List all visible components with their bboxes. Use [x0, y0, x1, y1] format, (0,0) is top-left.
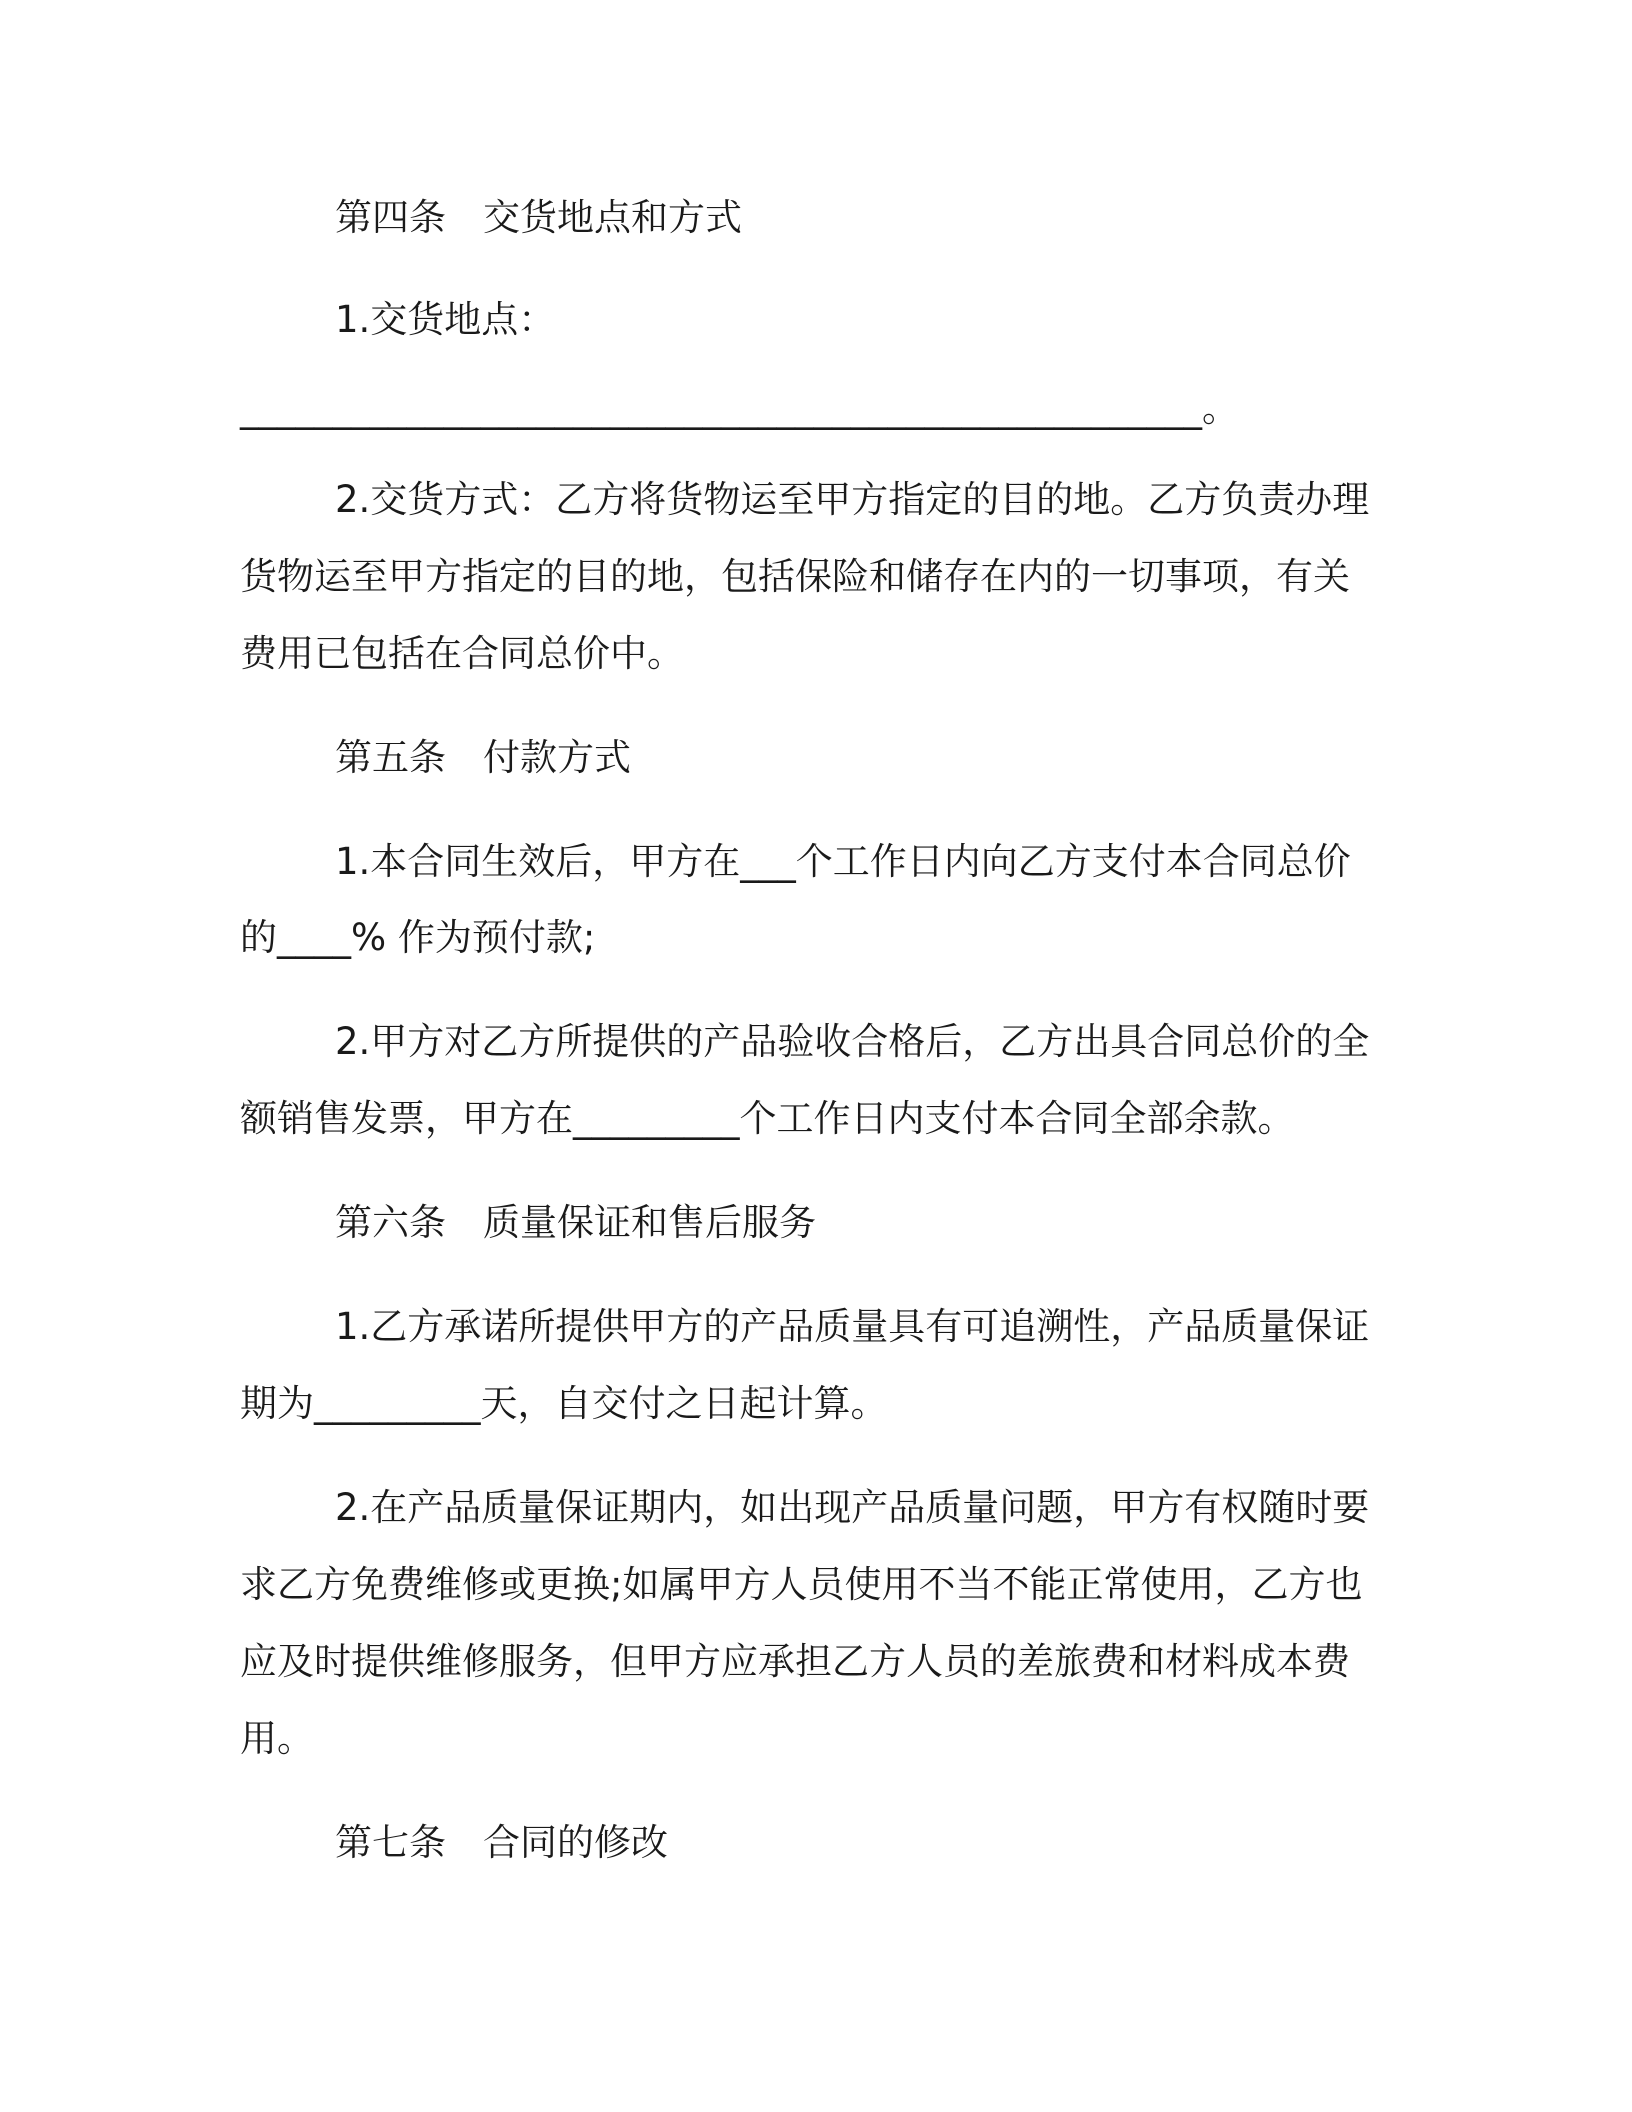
payment-clause-1-line-1: 1.本合同生效后，甲方在___个工作日内向乙方支付本合同总价: [335, 840, 1351, 883]
delivery-location-label: 1.交货地点：: [335, 298, 556, 341]
article-6-heading: 第六条 质量保证和售后服务: [335, 1201, 816, 1244]
warranty-clause-2-line-3: 应及时提供维修服务，但甲方应承担乙方人员的差旅费和材料成本费: [240, 1640, 1350, 1683]
warranty-clause-2-line-2: 求乙方免费维修或更换;如属甲方人员使用不当不能正常使用，乙方也: [240, 1563, 1363, 1606]
payment-clause-2-line-2: 额销售发票，甲方在_________个工作日内支付本合同全部余款。: [240, 1097, 1295, 1140]
warranty-clause-2-line-1: 2.在产品质量保证期内，如出现产品质量问题，甲方有权随时要: [335, 1486, 1370, 1529]
warranty-clause-1-line-1: 1.乙方承诺所提供甲方的产品质量具有可追溯性，产品质量保证: [335, 1305, 1370, 1348]
payment-clause-1-line-2: 的____% 作为预付款;: [240, 916, 596, 959]
delivery-location-blank: ____________________________________________________。: [240, 387, 1239, 430]
article-5-heading: 第五条 付款方式: [335, 736, 631, 779]
delivery-method-line-2: 货物运至甲方指定的目的地，包括保险和储存在内的一切事项，有关: [240, 555, 1350, 598]
delivery-method-line-1: 2.交货方式：乙方将货物运至甲方指定的目的地。乙方负责办理: [335, 478, 1370, 521]
article-4-heading: 第四条 交货地点和方式: [335, 196, 742, 239]
article-7-heading: 第七条 合同的修改: [335, 1821, 668, 1864]
delivery-method-line-3: 费用已包括在合同总价中。: [240, 632, 684, 675]
warranty-clause-2-line-4: 用。: [240, 1717, 314, 1760]
warranty-clause-1-line-2: 期为_________天，自交付之日起计算。: [240, 1382, 888, 1425]
payment-clause-2-line-1: 2.甲方对乙方所提供的产品验收合格后，乙方出具合同总价的全: [335, 1020, 1370, 1063]
